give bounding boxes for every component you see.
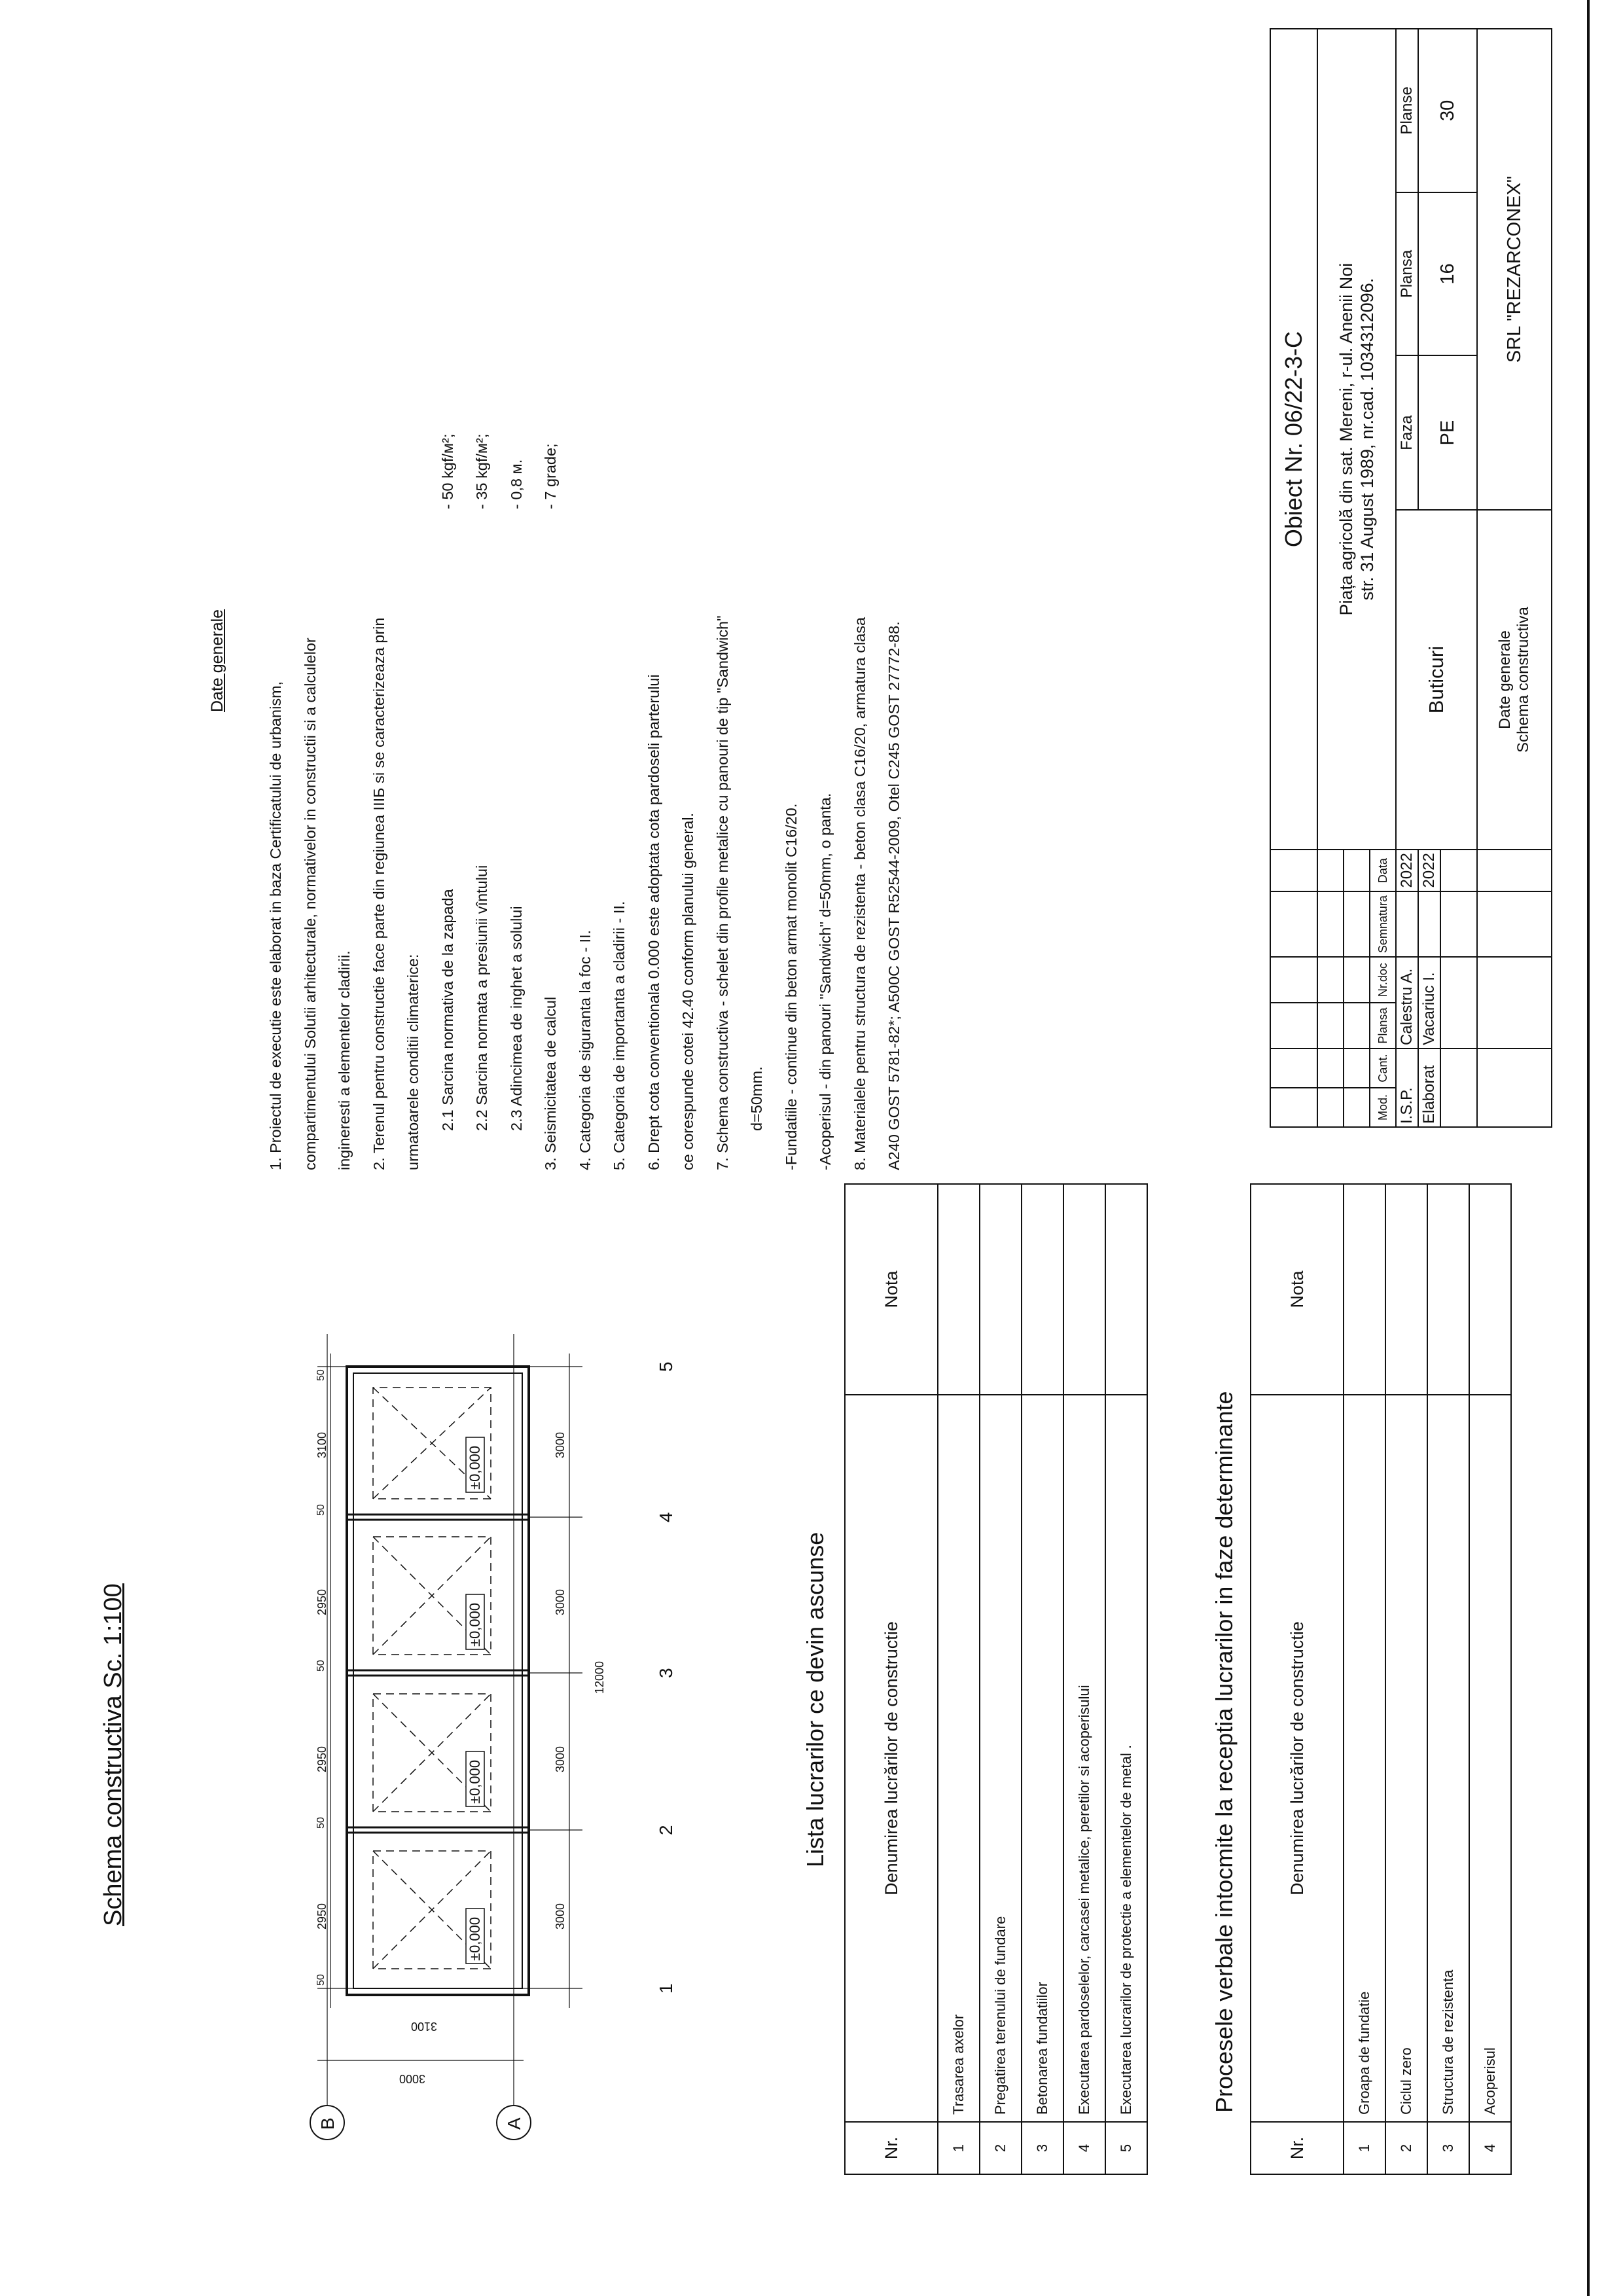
table-row	[980, 1184, 1022, 2174]
note-line: 6. Drept cota conventionala 0.000 este adoptata cota pardoseli parterului	[645, 674, 662, 1170]
hidden-works-title: Lista lucrarilor ce devin ascunse	[802, 1532, 829, 1867]
structural-plan	[151, 1314, 582, 2296]
load-value: - 0,8 м.	[507, 459, 525, 509]
table-row	[1344, 1184, 1385, 2174]
row-name: Executarea lucrarilor de protectie a elementelor de metal .	[1105, 1395, 1147, 2122]
dim-wall-2: 50	[315, 1817, 327, 1829]
axis-label-3: 3	[656, 1668, 676, 1678]
dim-bay-1: 2950	[315, 1903, 329, 1929]
dim-span-4: 3000	[554, 1431, 567, 1458]
general-data-notes	[259, 287, 912, 1170]
row-nr: 5	[1105, 2122, 1147, 2174]
note-line: -Fundatiile - continue din beton armat monolit C16/20.	[782, 803, 800, 1170]
hidden-works-table	[844, 1183, 1148, 2175]
company-name: SRL "REZARCONEX"	[1477, 29, 1552, 510]
sheet-title-2: Schema constructiva	[1514, 607, 1532, 753]
axis-label-1: 1	[656, 1983, 676, 1994]
header-nrdoc: Nr.doc	[1370, 957, 1396, 1003]
note-line: 5. Categoria de importanta a cladirii - II.	[611, 901, 628, 1170]
faza-value: PE	[1418, 355, 1477, 510]
planse-label: Planse	[1396, 29, 1418, 192]
dim-bay-2: 2950	[315, 1746, 329, 1772]
row-name: Ciclul zero	[1385, 1395, 1427, 2122]
seismic-label: 3. Seismicitatea de calcul	[542, 996, 559, 1170]
header-name: Denumirea lucrărilor de constructie	[1251, 1395, 1344, 2122]
row-name: Acoperisul	[1469, 1395, 1511, 2122]
row-nota	[1105, 1184, 1147, 1395]
load-label: 2.2 Sarcina normata a presiunii vîntului	[473, 865, 490, 1131]
note-line: 1. Proiectul de executie este elaborat in baza Certificatului de urbanism,	[267, 681, 284, 1170]
seismic-line	[533, 287, 568, 1170]
row-name: Betonarea fundatiilor	[1022, 1395, 1063, 2122]
row-nota	[1063, 1184, 1105, 1395]
table-row	[1385, 1184, 1427, 2174]
axis-label-b: B	[317, 2117, 338, 2130]
date-isp: 2022	[1396, 850, 1418, 891]
note-line: A240 GOST 5781-82*; A500C GOST R52544-2009, Otel C245 GOST 27772-88.	[885, 621, 902, 1170]
verbal-processes-title: Procesele verbale intocmite la receptia lucrarilor in faze determinante	[1211, 1391, 1238, 2113]
row-name: Pregatirea terenului de fundare	[980, 1395, 1022, 2122]
header-nota: Nota	[1251, 1184, 1344, 1395]
table-row	[1063, 1184, 1105, 2174]
object-number: Obiect Nr. 06/22-3-C	[1270, 29, 1317, 850]
dim-span-3: 3000	[554, 1588, 567, 1615]
verbal-processes-table	[1250, 1183, 1512, 2175]
row-nota	[1344, 1184, 1385, 1395]
row-nr: 4	[1063, 2122, 1105, 2174]
load-label: 2.1 Sarcina normativa de la zapada	[438, 889, 456, 1131]
name-isp: Calestru A.	[1396, 957, 1418, 1049]
plansa-label: Plansa	[1396, 192, 1418, 356]
header-nr: Nr.	[845, 2122, 938, 2174]
dim-span-2: 3000	[554, 1746, 567, 1772]
dim-wall-4: 50	[315, 1504, 327, 1516]
dim-total: 12000	[593, 1660, 606, 1694]
load-value: - 50 kgf/м²;	[438, 433, 456, 509]
header-semnatura: Semnatura	[1370, 891, 1396, 957]
level-mark-1: ±0,000	[467, 1916, 483, 1961]
axis-label-5: 5	[656, 1361, 676, 1372]
row-nota	[1469, 1184, 1511, 1395]
header-nota: Nota	[845, 1184, 938, 1395]
header-cant: Cant.	[1370, 1049, 1396, 1088]
title-block	[1270, 28, 1552, 1128]
level-mark-3: ±0,000	[467, 1602, 483, 1647]
address-line-1: Piața agricolă din sat. Mereni, r-ul. Anenii Noi	[1336, 262, 1356, 616]
dim-depth-inner: 3100	[410, 2020, 437, 2033]
row-name: Structura de rezistenta	[1427, 1395, 1469, 2122]
sheet-title-1: Date generale	[1496, 630, 1514, 729]
load-value: - 35 kgf/м²;	[473, 433, 490, 509]
axis-label-a: A	[504, 2117, 524, 2130]
row-nr: 2	[1385, 2122, 1427, 2174]
note-line: compartimentului Solutii arhitecturale, normativelor in constructii si a calculelor	[301, 637, 319, 1170]
row-nr: 1	[938, 2122, 980, 2174]
role-isp: I.S.P.	[1396, 1049, 1418, 1127]
dim-wall-1: 50	[315, 1974, 327, 1986]
planse-value: 30	[1418, 29, 1477, 192]
role-elaborat: Elaborat	[1418, 1049, 1440, 1127]
note-line: 4. Categoria de siguranta la foc - II.	[576, 929, 594, 1170]
row-nr: 3	[1022, 2122, 1063, 2174]
plansa-value: 16	[1418, 192, 1477, 356]
header-plansa: Plansa	[1370, 1003, 1396, 1049]
dim-depth-axes: 3000	[399, 2072, 425, 2085]
note-line: -Acoperisul - din panouri "Sandwich" d=50mm, o panta.	[817, 793, 834, 1170]
dim-bay-4: 3100	[315, 1431, 329, 1458]
axis-label-2: 2	[656, 1825, 676, 1835]
header-data: Data	[1370, 850, 1396, 891]
row-nr: 3	[1427, 2122, 1469, 2174]
dim-wall-5: 50	[315, 1369, 327, 1381]
plan-title: Schema constructiva Sc. 1:100	[99, 1583, 127, 1926]
sheet-title	[1477, 510, 1552, 850]
load-line	[465, 287, 499, 1170]
row-nr: 2	[980, 2122, 1022, 2174]
dim-wall-3: 50	[315, 1660, 327, 1672]
table-row	[1022, 1184, 1063, 2174]
header-name: Denumirea lucrărilor de constructie	[845, 1395, 938, 2122]
name-elaborat: Vacariuc I.	[1418, 957, 1440, 1049]
faza-label: Faza	[1396, 355, 1418, 510]
note-line: urmatoarele conditii climaterice:	[404, 954, 421, 1170]
row-name: Executarea pardoselelor, carcasei metalice, peretilor si acoperisului	[1063, 1395, 1105, 2122]
building-name: Buticuri	[1396, 510, 1477, 850]
date-elaborat: 2022	[1418, 850, 1440, 891]
dim-span-1: 3000	[554, 1903, 567, 1929]
row-nr: 1	[1344, 2122, 1385, 2174]
table-row	[1105, 1184, 1147, 2174]
level-mark-2: ±0,000	[467, 1759, 483, 1804]
general-data-title: Date generale	[208, 609, 226, 712]
header-mod: Mod.	[1370, 1088, 1396, 1127]
note-line: d=50mm.	[748, 1066, 765, 1131]
note-line: 2. Terenul pentru constructie face parte din regiunea IIIБ si se caracterizeaza prin	[370, 617, 387, 1170]
row-nr: 4	[1469, 2122, 1511, 2174]
row-nota	[980, 1184, 1022, 1395]
note-line: ingineresti a elementelor cladirii.	[336, 950, 353, 1170]
seismic-value: - 7 grade;	[542, 443, 559, 509]
table-row	[1469, 1184, 1511, 2174]
table-header-row	[845, 1184, 938, 2174]
table-header-row	[1251, 1184, 1344, 2174]
table-row	[938, 1184, 980, 2174]
load-label: 2.3 Adincimea de inghet a solului	[507, 906, 525, 1131]
table-row	[1427, 1184, 1469, 2174]
level-mark-4: ±0,000	[467, 1445, 483, 1490]
header-nr: Nr.	[1251, 2122, 1344, 2174]
load-line	[499, 287, 534, 1170]
row-nota	[1022, 1184, 1063, 1395]
outer-wall	[347, 1367, 529, 1995]
note-line: ce corespunde cotei 42.40 conform planului general.	[679, 812, 696, 1170]
load-line	[431, 287, 465, 1170]
dim-bay-3: 2950	[315, 1588, 329, 1615]
row-nota	[938, 1184, 980, 1395]
address-line-2: str. 31 August 1989, nr.cad. 1034312096.	[1357, 278, 1377, 601]
row-name: Groapa de fundatie	[1344, 1395, 1385, 2122]
row-nota	[1427, 1184, 1469, 1395]
note-line: 7. Schema constructiva - schelet din profile metalice cu panouri de tip "Sandwich"	[713, 615, 731, 1170]
object-address	[1317, 29, 1396, 850]
row-nota	[1385, 1184, 1427, 1395]
row-name: Trasarea axelor	[938, 1395, 980, 2122]
note-line: 8. Materialele pentru structura de rezistenta - beton clasa C16/20, armatura clasa	[851, 617, 868, 1170]
frame-bottom-line	[1587, 0, 1590, 2296]
axis-label-4: 4	[656, 1512, 676, 1522]
